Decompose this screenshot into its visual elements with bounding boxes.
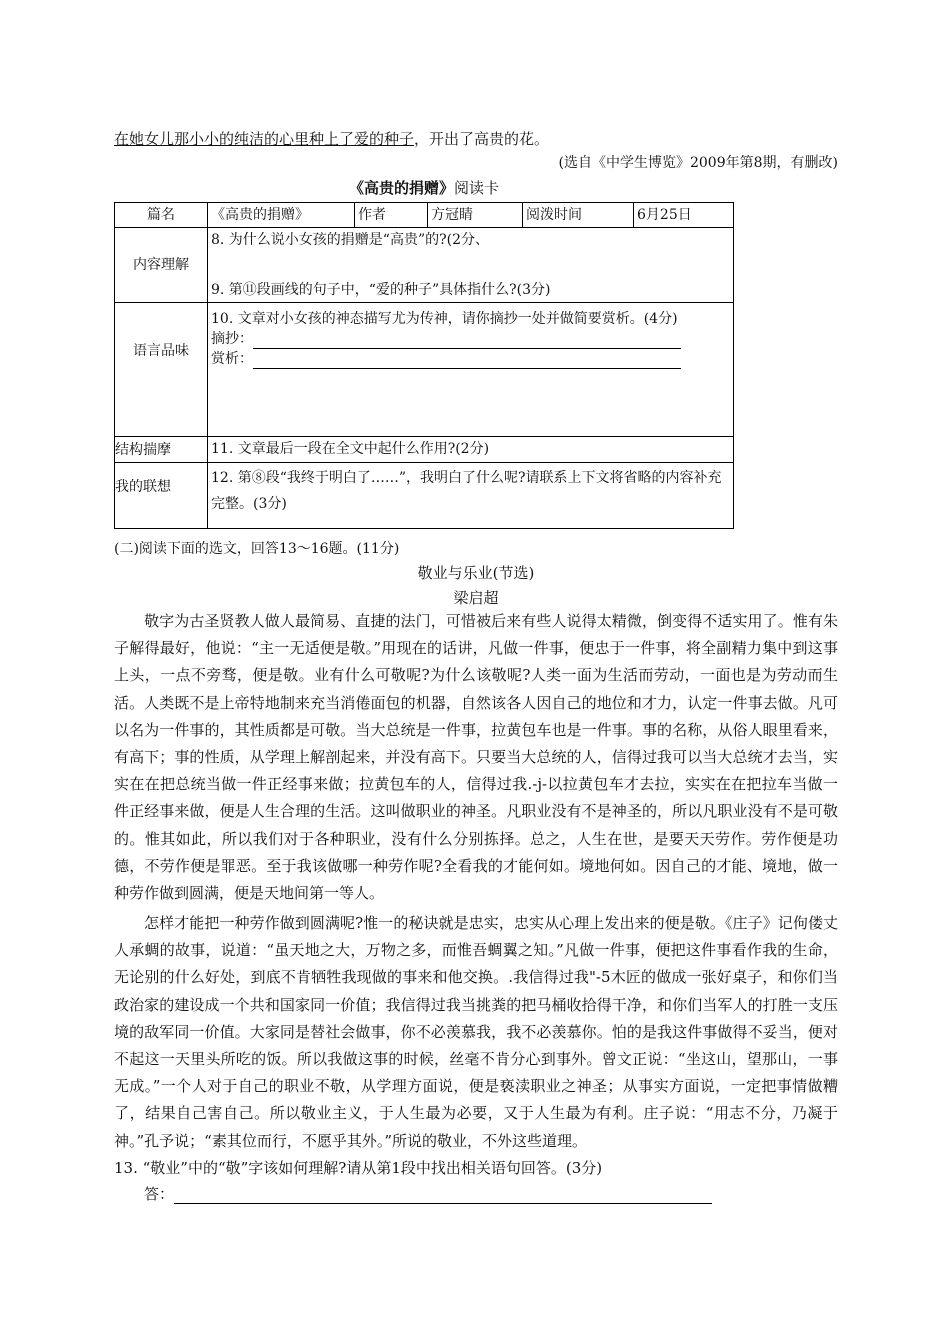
- content-row-q8: [115, 228, 734, 264]
- content-understanding-label: 内容理解: [115, 228, 208, 303]
- analysis-line: [211, 349, 730, 369]
- essay-author: 梁启超: [453, 589, 499, 607]
- language-appreciation-label: 语言品味: [115, 303, 208, 437]
- reading-card-table: [114, 202, 734, 529]
- label-title: 篇名: [115, 203, 208, 228]
- excerpt-blank[interactable]: [253, 334, 681, 349]
- association-row: [115, 463, 734, 529]
- language-row: [115, 303, 734, 437]
- title-value: 《高贵的捐赠》: [208, 203, 355, 228]
- association-label: 我的联想: [115, 463, 208, 529]
- excerpt-label: 摘抄：: [211, 331, 253, 347]
- source-note: (选自《中学生博览》2009年第8期，有删改): [558, 155, 838, 171]
- card-title-rest: 阅读卡: [454, 179, 500, 197]
- date-value: 6月25日: [634, 203, 734, 228]
- label-author: 作者: [355, 203, 428, 228]
- previous-text-line: [114, 129, 549, 149]
- structure-row: [115, 437, 734, 463]
- sentence-ending: ，开出了高贵的花。: [414, 130, 550, 148]
- section-2-intro: (二)阅读下面的选文，回答13～16题。(11分): [114, 541, 400, 557]
- essay-paragraph-1-text: 敬字为古圣贤教人做人最简易、直捷的法门，可惜被后来有些人说得太精微，倒变得不适实用了。惟有朱子解得最好，他说：“主一无适便是敬。”用现在的话讲，凡做一件事，便忠于一件事，将全副精力集中到这事上头，一点不旁骛，便是敬。业有什么可敬呢?为什么该敬呢?人类一面为生活而劳动，一面也是为劳动而生活。人类既不是上帝特地制来充当消倦面包的机器，自然该各人因自己的地位和才力，认定一件事去做。凡可以名为一件事的，其性质都是可敬。当大总统是一件事，拉黄包车也是一件事。事的名称，从俗人眼里看来，有高下；事的性质，从学理上解剖起来，并没有高下。只要当大总统的人，信得过我可以当大总统才去当，实实在在把总统当做一件正经事来做；拉黄包车的人，信得过我.-j-以拉黄包车才去拉，实实在在把拉车当做一件正经事来做，便是人生合理的生活。这叫做职业的神圣。凡职业没有不是神圣的，所以凡职业没有不是可敬的。惟其如此，所以我们对于各种职业，没有什么分别拣择。总之，人生在世，是要天天劳作。劳作便是功德，不劳作便是罪恶。至于我该做哪一种劳作呢?全看我的才能何如。境地何如。因自己的才能、境地，做一种劳作做到圆满，便是天地间第一等人。: [114, 612, 838, 903]
- card-title-bold: 《高贵的捐赠》: [348, 179, 454, 197]
- card-header-row: [115, 203, 734, 228]
- essay-paragraph-2-text: 怎样才能把一种劳作做到圆满呢?惟一的秘诀就是忠实，忠实从心理上发出来的便是敬。《庄子》记佝偻丈人承蜩的故事，说道：“虽天地之大，万物之多，而惟吾蜩翼之知。”凡做一件事，便把这件事看作我的生命，无论别的什么好处，到底不肯牺牲我现做的事来和他交换。.我信得过我"-5木匠的做成一张好桌子，和你们当政治家的建设成一个共和国家同一价值；我信得过我当挑粪的把马桶收拾得干净，和你们当军人的打胜一支压境的敌军同一价值。大家同是替社会做事，你不必羡慕我，我不必羡慕你。怕的是我这件事做得不妥当，便对不起这一天里头所吃的饭。所以我做这事的时候，丝毫不肯分心到事外。曾文正说：“坐这山，望那山，一事无成。”一个人对于自己的职业不敬，从学理方面说，便是亵渎职业之神圣；从事实方面说，一定把事情做糟了，结果自己害自己。所以敬业主义，于人生最为必要，又于人生最为有利。庄子说：“用志不分，乃凝于神。”孔予说；“素其位而行，不愿乎其外。”所说的敬业，不外这些道理。: [114, 914, 838, 1150]
- essay-title: 敬业与乐业(节选): [417, 564, 535, 582]
- question-13: 13. “敬业”中的“敬”字该如何理解?请从第1段中找出相关语句回答。(3分): [114, 1159, 603, 1177]
- label-date: 阅泼时间: [523, 203, 634, 228]
- question-10: 10. 文章对小女孩的神态描写尤为传神，请你摘抄一处并做简要赏析。(4分): [211, 311, 678, 327]
- structure-label: 结构揣摩: [115, 437, 208, 463]
- content-row-q9: [115, 264, 734, 303]
- excerpt-line: [211, 329, 730, 349]
- analysis-blank[interactable]: [253, 354, 681, 369]
- question-12: 12. 第⑧段“我终于明白了……”，我明白了什么呢?请联系上下文将省略的内容补充完整。(3分): [208, 463, 734, 529]
- question-9: 9. 第⑪段画线的句子中，“爱的种子”具体指什么?(3分): [208, 264, 734, 303]
- answer-line: [144, 1184, 712, 1204]
- author-value: 方冠睛: [428, 203, 523, 228]
- essay-paragraph-2: [114, 910, 838, 1155]
- question-11: 11. 文章最后一段在全文中起什么作用?(2分): [208, 437, 734, 463]
- answer-blank[interactable]: [174, 1189, 712, 1204]
- underlined-sentence: 在她女儿那小小的纯洁的心里种上了爱的种子: [114, 130, 415, 148]
- question-10-cell: [208, 303, 734, 437]
- question-8: 8. 为什么说小女孩的捐赠是“高贵”的?(2分、: [208, 228, 734, 264]
- analysis-label: 赏析：: [211, 351, 253, 367]
- essay-paragraph-1: [114, 608, 838, 907]
- answer-label: 答：: [144, 1185, 175, 1203]
- reading-card-title: [114, 178, 734, 198]
